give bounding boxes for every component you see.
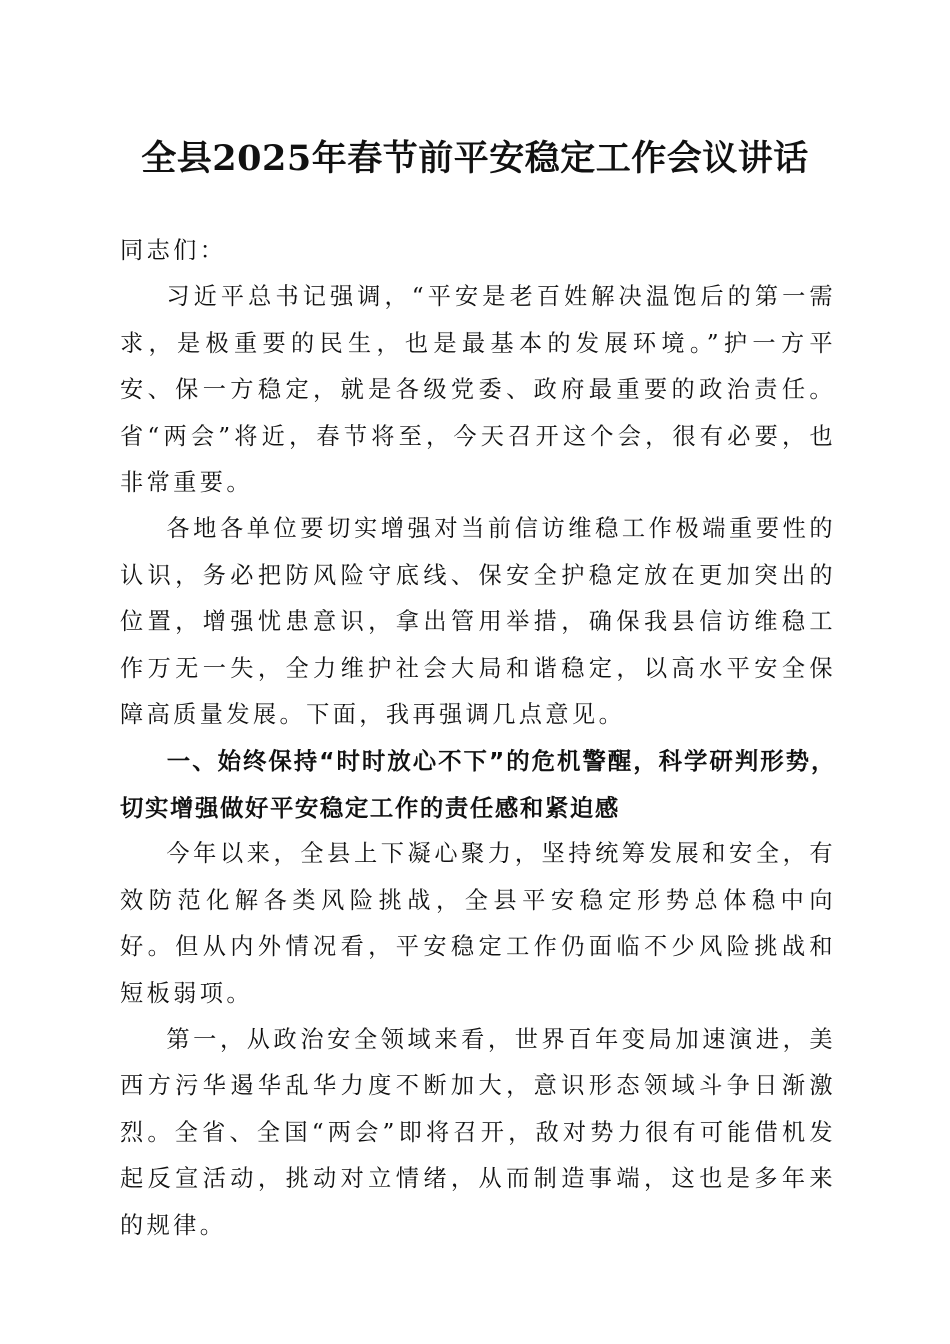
document-title: 全县2025年春节前平安稳定工作会议讲话: [141, 138, 809, 179]
section-heading-1: 一、始终保持“时时放心不下”的危机警醒，科学研判形势，切实增强做好平安稳定工作的责任感和紧迫感: [120, 747, 836, 822]
document-body: [120, 228, 836, 1249]
paragraph-intro: 习近平总书记强调，“平安是老百姓解决温饱后的第一需求，是极重要的民生，也是最基本的发展环境。”护一方平安、保一方稳定，就是各级党委、政府最重要的政治责任。省“两会”将近，春节将至，今天召开这个会，很有必要，也非常重要。: [120, 283, 836, 497]
salutation: 同志们：: [120, 237, 227, 264]
paragraph-requirements: 各地各单位要切实增强对当前信访维稳工作极端重要性的认识，务必把防风险守底线、保安全护稳定放在更加突出的位置，增强忧患意识，拿出管用举措，确保我县信访维稳工作万无一失，全力维护社会大局和谐稳定，以高水平安全保障高质量发展。下面，我再强调几点意见。: [120, 515, 836, 729]
paragraph-political-security: 第一，从政治安全领域来看，世界百年变局加速演进，美西方污华遏华乱华力度不断加大，意识形态领域斗争日渐激烈。全省、全国“两会”即将召开，敌对势力很有可能借机发起反宣活动，挑动对立情绪，从而制造事端，这也是多年来的规律。: [120, 1025, 836, 1239]
paragraph-situation: 今年以来，全县上下凝心聚力，坚持统筹发展和安全，有效防范化解各类风险挑战，全县平安稳定形势总体稳中向好。但从内外情况看，平安稳定工作仍面临不少风险挑战和短板弱项。: [120, 840, 836, 1007]
